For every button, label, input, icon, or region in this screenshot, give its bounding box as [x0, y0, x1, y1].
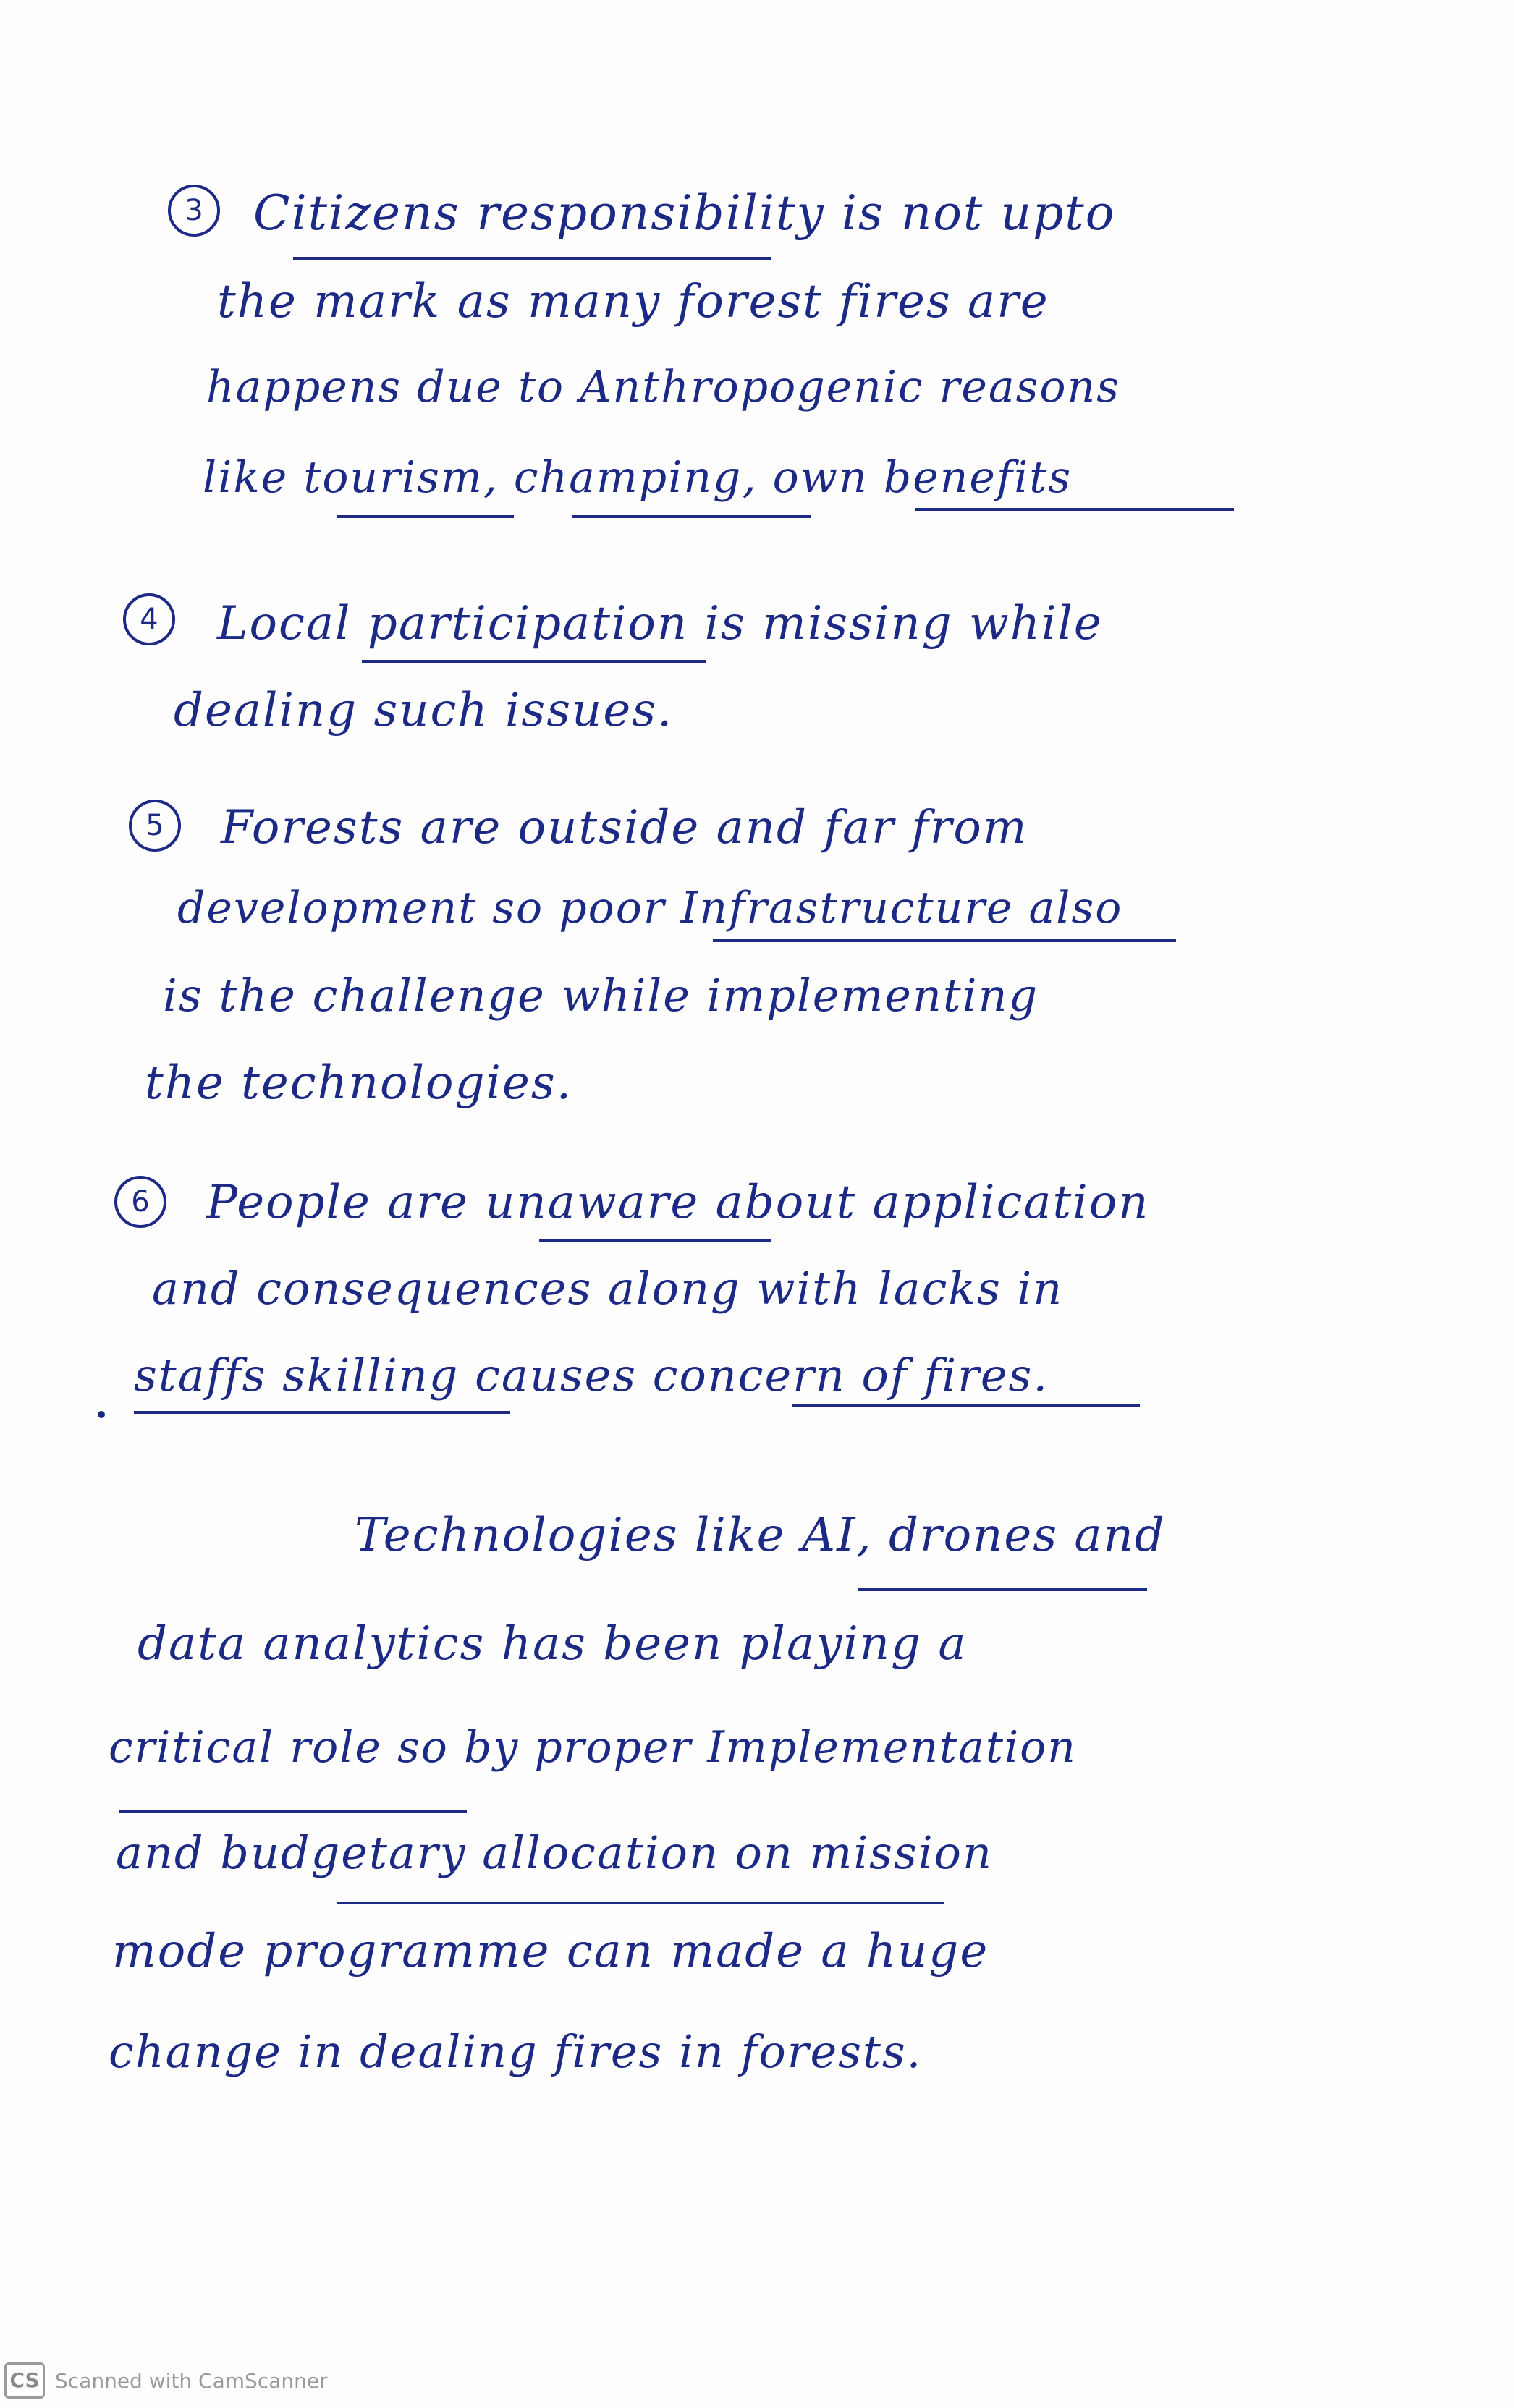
conclusion-line-1: Technologies like AI, drones and [355, 1509, 1166, 1562]
point-6-line-2: and consequences along with lacks in [152, 1262, 1064, 1315]
point-5-line-2: development so poor Infrastructure also [177, 883, 1123, 933]
underline-local-participation [362, 660, 706, 663]
conclusion-line-2: data analytics has been playing a [138, 1617, 968, 1671]
point-4-line-2: dealing such issues. [174, 684, 674, 737]
point-5-line-1: Forests are outside and far from [221, 801, 1028, 855]
conclusion-line-3: critical role so by proper Implementation [109, 1722, 1077, 1773]
camscanner-footer [4, 2363, 328, 2398]
underline-budgetary-allocation [337, 1902, 944, 1904]
underline-poor-infrastructure [713, 939, 1176, 942]
conclusion-line-6: change in dealing fires in forests. [109, 2025, 923, 2078]
point-3-line-4: like tourism, champing, own benefits [203, 452, 1073, 503]
camscanner-logo: CS [4, 2362, 45, 2399]
point-3-line-3: happens due to Anthropogenic reasons [206, 362, 1120, 412]
camscanner-text: Scanned with CamScanner [55, 2368, 328, 2393]
conclusion-line-5: mode programme can made a huge [112, 1925, 989, 1978]
point-6-line-3: staffs skilling causes concern of fires. [134, 1349, 1049, 1402]
point-number-6: 6 [114, 1176, 166, 1228]
point-number-4: 4 [123, 593, 175, 645]
point-3-line-1: Citizens responsibility is not upto [253, 185, 1116, 241]
underline-own-benefits [915, 508, 1234, 511]
underline-staffs-skilling [134, 1411, 510, 1414]
point-5-line-4: the technologies. [145, 1056, 573, 1110]
point-6-line-1: People are unaware about application [206, 1176, 1150, 1229]
point-5-line-3: is the challenge while implementing [163, 969, 1039, 1022]
underline-champing [572, 515, 811, 518]
underline-ai-drones [858, 1588, 1147, 1591]
underline-citizens-responsibility [293, 257, 771, 260]
underline-concern-of-fires [792, 1404, 1140, 1407]
point-3-line-2: the mark as many forest fires are [217, 275, 1049, 328]
underline-unaware [539, 1239, 771, 1242]
point-4-line-1: Local participation is missing while [217, 597, 1103, 650]
conclusion-line-4: and budgetary allocation on mission [116, 1826, 993, 1879]
underline-tourism [337, 515, 514, 518]
point-number-3: 3 [168, 185, 220, 237]
point-number-5: 5 [129, 800, 181, 852]
margin-dot [98, 1411, 105, 1418]
underline-critical-role [119, 1810, 467, 1813]
